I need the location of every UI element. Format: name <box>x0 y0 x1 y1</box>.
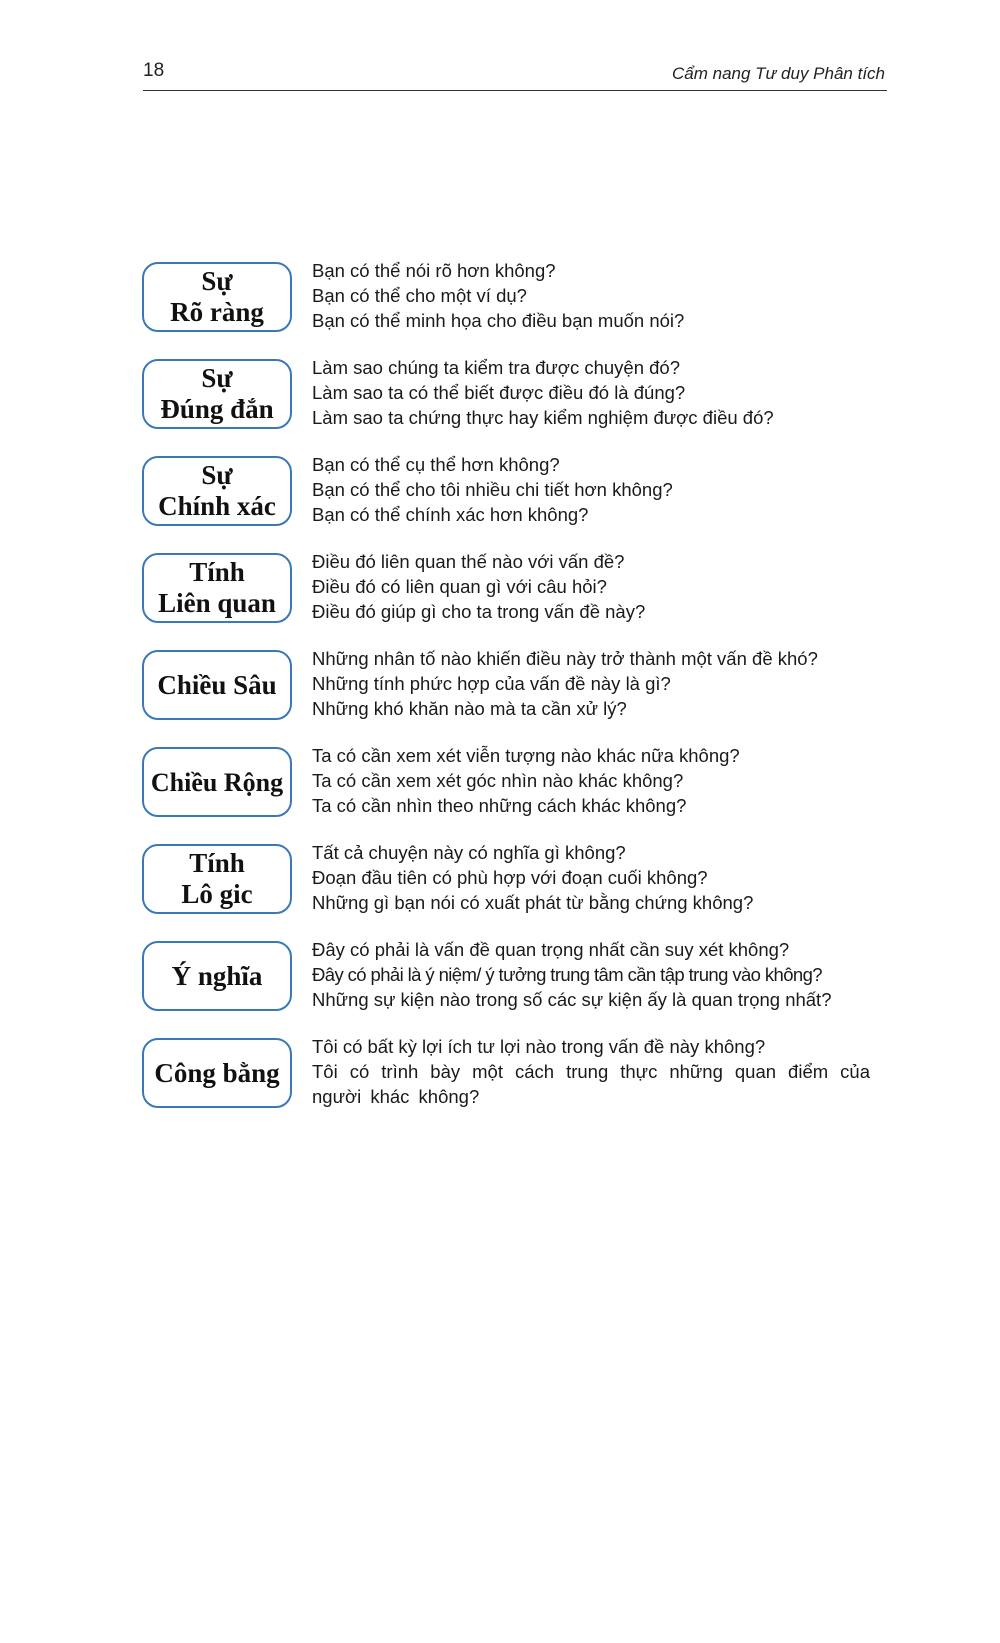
criterion-questions <box>312 743 904 818</box>
criterion-questions <box>312 937 904 1012</box>
question: Bạn có thể nói rõ hơn không? <box>312 260 556 281</box>
question: Những gì bạn nói có xuất phát từ bằng chứng không? <box>312 892 754 913</box>
criterion-label-line: Chiều Sâu <box>157 669 277 700</box>
criterion-label-line: Sự <box>201 363 233 393</box>
criterion-label-relevance <box>142 553 292 623</box>
question: Làm sao chúng ta kiểm tra được chuyện đó? <box>312 357 680 378</box>
criterion-label-line: Chiều Rộng <box>150 767 284 797</box>
criterion-label-depth <box>142 650 292 720</box>
criterion-row-relevance <box>142 549 902 629</box>
criterion-questions <box>312 646 904 721</box>
question: Làm sao ta chứng thực hay kiểm nghiệm được điều đó? <box>312 407 774 428</box>
question: Bạn có thể cụ thể hơn không? <box>312 454 560 475</box>
criterion-questions <box>312 549 904 624</box>
question: Điều đó liên quan thế nào với vấn đề? <box>312 551 625 572</box>
criterion-label-line: Sự <box>201 266 233 296</box>
question: Bạn có thể chính xác hơn không? <box>312 504 589 525</box>
criterion-label-line: Sự <box>201 460 233 490</box>
question: Bạn có thể cho một ví dụ? <box>312 285 527 306</box>
criterion-row-significance <box>142 937 902 1017</box>
question: Ta có cần xem xét viễn tượng nào khác nữa không? <box>312 745 740 766</box>
criterion-label-breadth <box>142 747 292 817</box>
question: Tôi có trình bày một cách trung thực những quan điểm của người khác không? <box>312 1061 870 1107</box>
criterion-questions <box>312 452 904 527</box>
question: Ta có cần nhìn theo những cách khác không? <box>312 795 687 816</box>
criterion-row-breadth <box>142 743 902 823</box>
question: Làm sao ta có thể biết được điều đó là đúng? <box>312 382 686 403</box>
criterion-label-logic <box>142 844 292 914</box>
question: Đây có phải là ý niệm/ ý tưởng trung tâm cần tập trung vào không? <box>312 964 822 985</box>
question: Những sự kiện nào trong số các sự kiện ấy là quan trọng nhất? <box>312 989 832 1010</box>
criterion-questions <box>312 1034 870 1109</box>
criterion-label-accuracy <box>142 359 292 429</box>
criterion-row-clarity <box>142 258 902 338</box>
criterion-row-depth <box>142 646 902 726</box>
question: Ta có cần xem xét góc nhìn nào khác không? <box>312 770 684 791</box>
question: Đoạn đầu tiên có phù hợp với đoạn cuối không? <box>312 867 708 888</box>
criterion-questions <box>312 355 904 430</box>
criterion-questions <box>312 840 904 915</box>
book-title: Cẩm nang Tư duy Phân tích <box>672 64 885 83</box>
question: Tất cả chuyện này có nghĩa gì không? <box>312 842 626 863</box>
criterion-questions <box>312 258 904 333</box>
question: Những tính phức hợp của vấn đề này là gì? <box>312 673 671 694</box>
question: Tôi có bất kỳ lợi ích tư lợi nào trong vấn đề này không? <box>312 1036 766 1057</box>
criterion-label-line: Liên quan <box>158 588 276 618</box>
question: Đây có phải là vấn đề quan trọng nhất cần suy xét không? <box>312 939 790 960</box>
question: Điều đó có liên quan gì với câu hỏi? <box>312 576 607 597</box>
criterion-row-accuracy <box>142 355 902 435</box>
question: Bạn có thể cho tôi nhiều chi tiết hơn không? <box>312 479 673 500</box>
criterion-label-precision <box>142 456 292 526</box>
question: Bạn có thể minh họa cho điều bạn muốn nói? <box>312 310 685 331</box>
criterion-label-clarity <box>142 262 292 332</box>
criterion-label-line: Tính <box>189 848 245 878</box>
criterion-row-precision <box>142 452 902 532</box>
page-number: 18 <box>143 60 165 81</box>
criterion-label-fairness <box>142 1038 292 1108</box>
criterion-row-fairness <box>142 1034 902 1114</box>
criterion-row-logic <box>142 840 902 920</box>
criterion-label-line: Rõ ràng <box>170 297 264 327</box>
criterion-label-line: Đúng đắn <box>160 394 274 424</box>
question: Điều đó giúp gì cho ta trong vấn đề này? <box>312 601 646 622</box>
criterion-label-line: Chính xác <box>158 491 276 521</box>
criterion-label-line: Lô gic <box>181 879 253 909</box>
criterion-label-line: Ý nghĩa <box>171 960 263 991</box>
question: Những nhân tố nào khiến điều này trở thành một vấn đề khó? <box>312 648 818 669</box>
question: Những khó khăn nào mà ta cần xử lý? <box>312 698 627 719</box>
criterion-label-line: Tính <box>189 557 245 587</box>
criterion-label-significance <box>142 941 292 1011</box>
page-header <box>143 58 887 91</box>
criterion-label-line: Công bằng <box>154 1057 280 1088</box>
